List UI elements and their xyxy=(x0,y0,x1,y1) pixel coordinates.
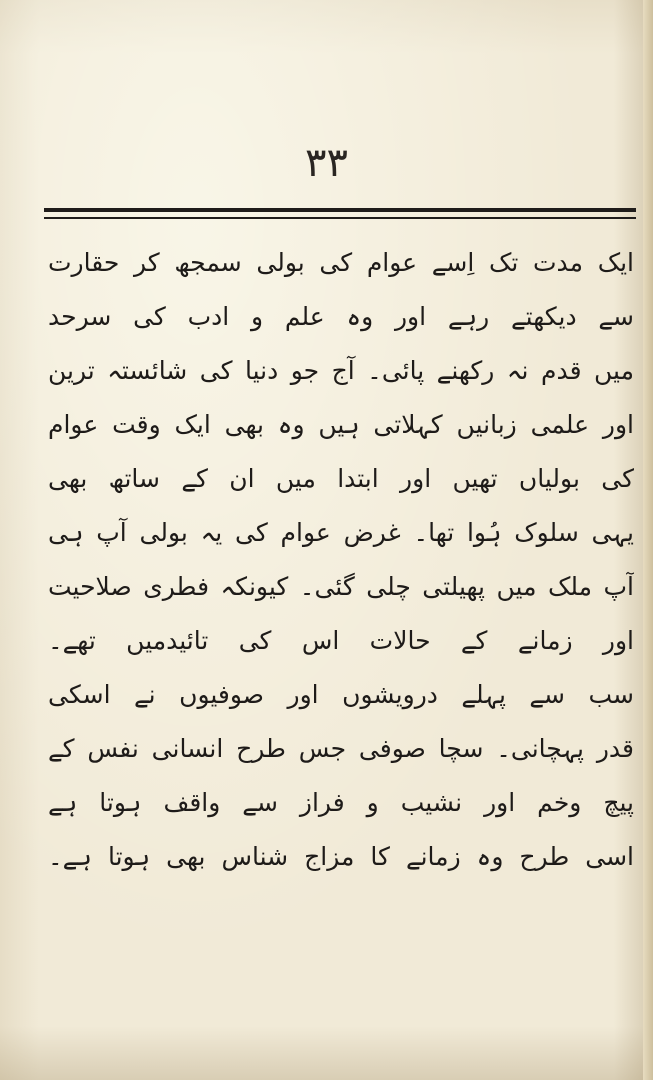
text-line-10: قدر پہچانی۔ سچا صوفی جس طرح انسانی نفس کے xyxy=(48,734,634,763)
page-number: ۳۳ xyxy=(305,140,348,186)
text-line-1: ایک مدت تک اِسے عوام کی بولی سمجھ کر حقارت xyxy=(48,248,634,277)
text-line-11: پیچ وخم اور نشیب و فراز سے واقف ہوتا ہے xyxy=(48,788,634,817)
text-line-6: یہی سلوک ہُوا تھا۔ غرض عوام کی یہ بولی آپ ہی xyxy=(48,518,634,547)
text-line-2: سے دیکھتے رہے اور وہ علم و ادب کی سرحد xyxy=(48,302,634,331)
text-line-4: اور علمی زبانیں کہلاتی ہیں وہ بھی ایک وقت عوام xyxy=(48,410,634,439)
text-line-5: کی بولیاں تھیں اور ابتدا میں ان کے ساتھ بھی xyxy=(48,464,634,493)
urdu-paragraph xyxy=(48,236,634,884)
header-rule-thick xyxy=(44,208,636,212)
text-line-3: میں قدم نہ رکھنے پائی۔ آج جو دنیا کی شائستہ ترین xyxy=(48,356,634,385)
text-line-12: اسی طرح وہ زمانے کا مزاج شناس بھی ہوتا ہے۔ xyxy=(48,842,634,871)
text-line-9: سب سے پہلے درویشوں اور صوفیوں نے اسکی xyxy=(48,680,634,709)
text-line-8: اور زمانے کے حالات اس کی تائیدمیں تھے۔ xyxy=(48,626,634,655)
text-line-7: آپ ملک میں پھیلتی چلی گئی۔ کیونکہ فطری صلاحیت xyxy=(48,572,634,601)
header-rule-thin xyxy=(44,217,636,219)
